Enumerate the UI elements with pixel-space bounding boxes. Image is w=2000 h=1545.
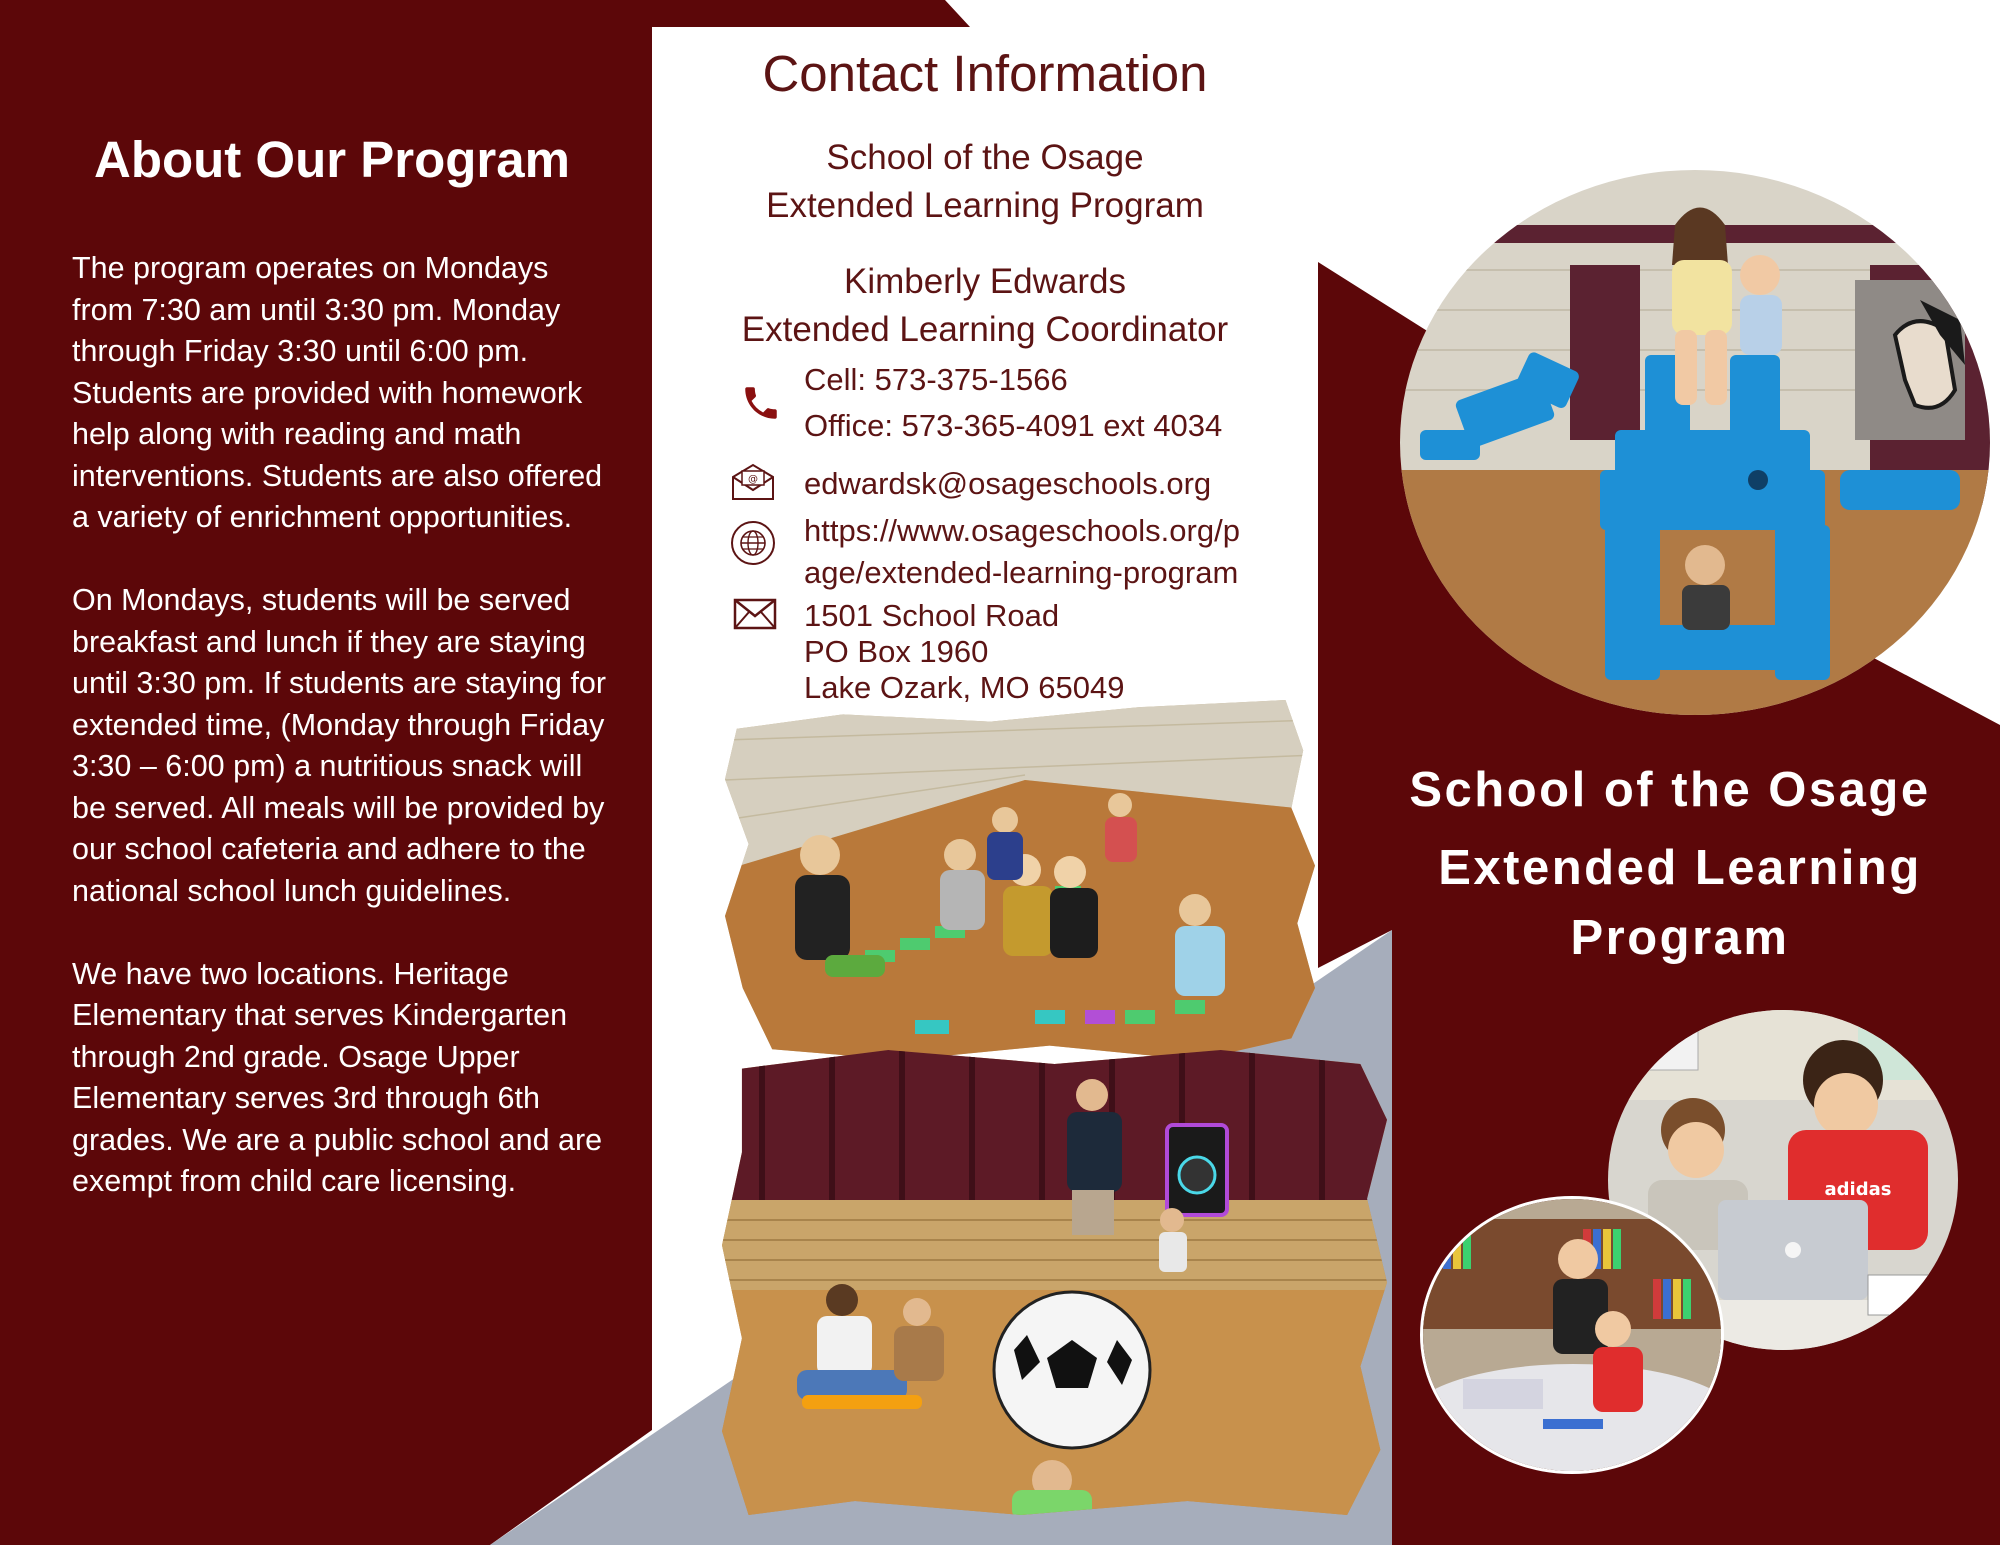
email-address[interactable]: edwardsk@osageschools.org xyxy=(804,466,1212,501)
program-name-line1: School of the Osage xyxy=(826,138,1144,177)
coordinator xyxy=(655,258,1315,354)
photo-foam-blocks xyxy=(1400,170,1990,715)
program-name-line2: Extended Learning Program xyxy=(766,186,1204,225)
photo-gym-soccer-ball xyxy=(722,1050,1387,1515)
phone-icon xyxy=(740,382,782,424)
coordinator-name: Kimberly Edwards xyxy=(843,262,1127,301)
address-line3: Lake Ozark, MO 65049 xyxy=(804,670,1125,705)
website-url-line2: age/extended-learning-program xyxy=(804,555,1239,590)
cover-title-line2: Extended Learning xyxy=(1438,841,1922,895)
photo-hallway-game xyxy=(725,700,1315,1060)
envelope-icon xyxy=(733,598,777,630)
contact-title: Contact Information xyxy=(762,45,1208,102)
photo-library-kids xyxy=(1420,1196,1724,1474)
svg-text:@: @ xyxy=(748,474,758,485)
address-line1: 1501 School Road xyxy=(804,598,1060,633)
website-url[interactable] xyxy=(804,510,1240,594)
program-name xyxy=(655,134,1315,230)
cell-number: Cell: 573-375-1566 xyxy=(804,362,1068,397)
website-url-line1: https://www.osageschools.org/p xyxy=(804,513,1240,548)
about-body xyxy=(72,248,612,1244)
cover-title-line1: School of the Osage xyxy=(1409,763,1931,817)
office-number: Office: 573-365-4091 ext 4034 xyxy=(804,408,1223,443)
svg-text:adidas: adidas xyxy=(1824,1179,1892,1200)
mailing-address xyxy=(804,598,1125,706)
about-title: About Our Program xyxy=(93,131,570,188)
coordinator-role: Extended Learning Coordinator xyxy=(741,310,1229,349)
email-icon xyxy=(730,462,776,502)
globe-icon xyxy=(730,520,776,566)
cover-title-line3: Program xyxy=(1570,911,1790,965)
about-paragraph-2: On Mondays, students will be served breakfast and lunch if they are staying until 3:30 pm. If students are staying for extended time, (Monday through Friday 3:30 – 6:00 pm) a nutritious snack will be served. All meals will be provided by our school cafeteria and adhere to the national school lunch guidelines. xyxy=(72,583,607,908)
address-line2: PO Box 1960 xyxy=(804,634,989,669)
about-paragraph-3: We have two locations. Heritage Elementary that serves Kindergarten through 2nd grade. Osage Upper Elementary serves 3rd through 6th grades. We are a public school and are exempt from child care licensing. xyxy=(72,956,603,1198)
about-paragraph-1: The program operates on Mondays from 7:30 am until 3:30 pm. Monday through Friday 3:30 until 6:00 pm. Students are provided with homework help along with reading and math interventions. Students are also offered a variety of enrichment opportunities. xyxy=(72,251,603,534)
